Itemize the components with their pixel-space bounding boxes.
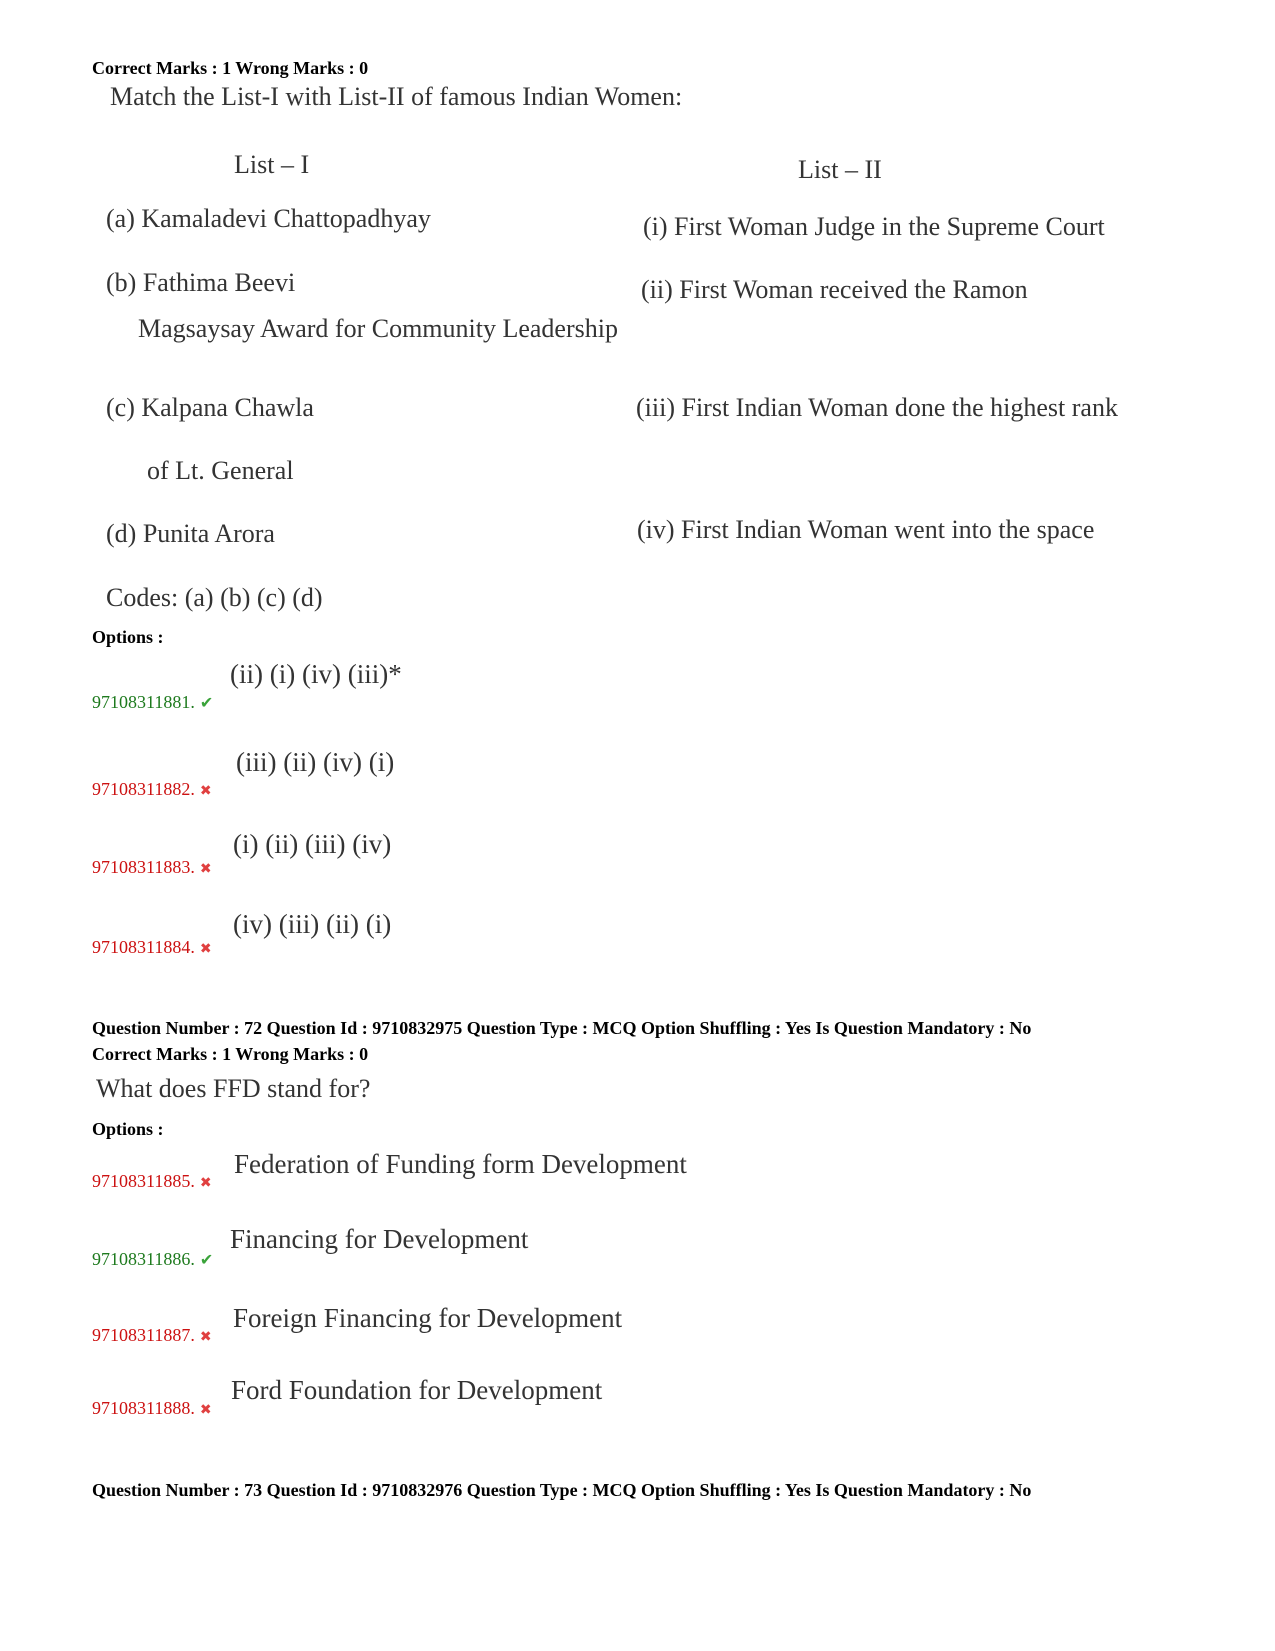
q72-option-1[interactable] <box>92 1171 212 1192</box>
q72-option-1-text: Federation of Funding form Development <box>234 1149 687 1179</box>
q71-option-1[interactable] <box>92 692 213 713</box>
q72-marks: Correct Marks : 1 Wrong Marks : 0 <box>92 1044 369 1064</box>
list2-item-ii-continuation: Magsaysay Award for Community Leadership <box>138 314 618 343</box>
q71-option-3[interactable] <box>92 857 212 878</box>
q72-stem: What does FFD stand for? <box>96 1074 371 1103</box>
option-id: 97108311882. <box>92 779 195 799</box>
list1-item-a: (a) Kamaladevi Chattopadhyay <box>106 204 431 233</box>
cross-icon: ✖ <box>199 784 212 799</box>
list1-item-d: (d) Punita Arora <box>106 519 275 548</box>
q72-options-label: Options : <box>92 1119 164 1139</box>
list2-header: List – II <box>798 155 882 184</box>
codes-line: Codes: (a) (b) (c) (d) <box>106 583 323 612</box>
list2-item-ii: (ii) First Woman received the Ramon <box>641 275 1028 304</box>
q72-option-4-text: Ford Foundation for Development <box>231 1375 603 1405</box>
q71-options-label: Options : <box>92 627 164 647</box>
check-icon: ✔ <box>199 1252 214 1269</box>
option-id: 97108311885. <box>92 1171 195 1191</box>
check-icon: ✔ <box>199 695 214 712</box>
option-id: 97108311887. <box>92 1325 195 1345</box>
cross-icon: ✖ <box>199 1330 212 1345</box>
list1-item-b: (b) Fathima Beevi <box>106 268 296 297</box>
option-id: 97108311881. <box>92 692 195 712</box>
q71-option-1-text: (ii) (i) (iv) (iii)* <box>230 659 402 689</box>
list1-header: List – I <box>234 150 310 179</box>
q71-option-3-text: (i) (ii) (iii) (iv) <box>233 829 392 859</box>
list2-item-iii: (iii) First Indian Woman done the highest rank <box>636 393 1118 422</box>
option-id: 97108311883. <box>92 857 195 877</box>
q72-option-2-text: Financing for Development <box>230 1224 529 1254</box>
list2-item-iv: (iv) First Indian Woman went into the space <box>637 515 1095 544</box>
cross-icon: ✖ <box>199 1403 212 1418</box>
list2-item-iii-continuation: of Lt. General <box>147 456 294 485</box>
q72-option-4[interactable] <box>92 1398 212 1419</box>
q71-marks: Correct Marks : 1 Wrong Marks : 0 <box>92 58 369 78</box>
q71-option-4[interactable] <box>92 937 212 958</box>
list2-item-i: (i) First Woman Judge in the Supreme Court <box>643 212 1105 241</box>
cross-icon: ✖ <box>199 942 212 957</box>
q71-option-2-text: (iii) (ii) (iv) (i) <box>236 747 395 777</box>
q72-option-3-text: Foreign Financing for Development <box>233 1303 623 1333</box>
q72-option-3[interactable] <box>92 1325 212 1346</box>
q71-option-2[interactable] <box>92 779 212 800</box>
cross-icon: ✖ <box>199 1176 212 1191</box>
option-id: 97108311886. <box>92 1249 195 1269</box>
q71-option-4-text: (iv) (iii) (ii) (i) <box>233 909 392 939</box>
list1-item-c: (c) Kalpana Chawla <box>106 393 314 422</box>
q72-header: Question Number : 72 Question Id : 9710832975 Question Type : MCQ Option Shuffling : Yes Is Question Mandatory : No <box>92 1018 1032 1038</box>
option-id: 97108311888. <box>92 1398 195 1418</box>
q73-header: Question Number : 73 Question Id : 9710832976 Question Type : MCQ Option Shuffling : Yes Is Question Mandatory : No <box>92 1480 1032 1500</box>
cross-icon: ✖ <box>199 862 212 877</box>
q71-stem: Match the List-I with List-II of famous Indian Women: <box>110 82 683 111</box>
option-id: 97108311884. <box>92 937 195 957</box>
q72-option-2[interactable] <box>92 1249 213 1270</box>
